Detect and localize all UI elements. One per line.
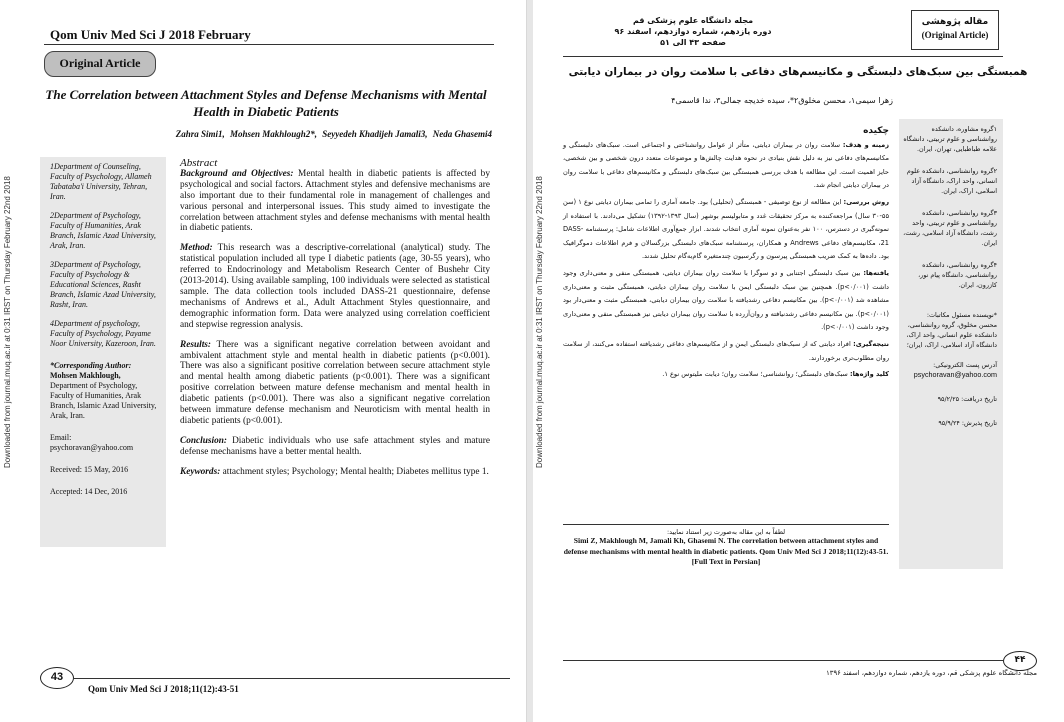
abstract-keywords-fa <box>563 368 889 382</box>
results-text: There was a significant negative correlation between avoidant and ambivalent attachment style and mental health in diabetic patients (p<0.001). There was also a significant positive correlation between secure attachment style and mental health among diabetic patients (p<0.001). There was a significant positive correlation between mature defense mechanism and mental health in diabetic patients (p<0.001). There was also a significant negative correlation between immature defense mechanism and Neuroticism with mental health in diabetic patients (p<0.001). <box>180 339 490 426</box>
results-text-fa: بین سبک دلبستگی اجتنابی و دو سوگرا با سلامت روان بیماران دیابتی، همبستگی منفی و معنی‌داری وجود داشت (p<۰/۰۰۱). همچنین بین سبک دلبستگی ایمن با سلامت روان بیماران دیابتی، همبستگی مثبت و معنی‌داری مشاهده شد (p<۰/۰۰۱). بین مکانیسم دفاعی رشدیافته با سلامت روان بیماران دیابتی، همبستگی مثبت و معنی‌دار بود (p<۰/۰۰۱). بین مکانیسم دفاعی رشدنیافته و روان‌آزرده با سلامت روان بیماران دیابتی نیز همبستگی منفی و معنی‌داری وجود داشت (p<۰/۰۰۱). <box>563 268 889 332</box>
abstract-heading-fa: چکیده <box>863 126 889 136</box>
affiliation-fa-2: ۲گروه روانشناسی، دانشکده علوم انسانی، واحد اراک، دانشگاه آزاد اسلامی، اراک، ایران. <box>906 167 997 195</box>
abstract-keywords <box>180 467 490 478</box>
conclusion-label-fa: نتیجه‌گیری: <box>853 339 889 348</box>
background-text: Mental health in diabetic patients is affected by psychological and social factors. Attachment styles and defensive mechanisms are also important due to their fundamental role in management of challenges and various personal and interpersonal issues. This study aimed to investigate the correlation between attachment styles and defense mechanisms with mental health in diabetic patients. <box>180 168 490 234</box>
article-title: The Correlation between Attachment Styles and Defense Mechanisms with Mental Health in Diabetic Patients <box>45 87 487 119</box>
citation-text: Simi Z, Makhlough M, Jamali Kh, Ghasemi N. The correlation between attachment styles and defense mechanisms with mental health in diabetic patients. Qom Univ Med Sci J 2018;11(12):43-51. [Full Text in Persian] <box>563 536 889 566</box>
method-text: This research was a descriptive-correlational (analytical) study. The statistical population included all type I diabetic patients (age, 30-55 years), who referred to Endocrinology and Metabolism Research Center of Bushehr City (2013-2014). Using available sampling, 100 individuals were selected as statistical sample. The data collection tools included DASS-21 questionnaire, defense mechanisms of Andrews et al., Adult Attachment Styles questionnaire, and demographic information form. Data were analyzed using correlation coefficient and stepwise regression analysis. <box>180 243 490 330</box>
results-label: Results: <box>180 339 211 350</box>
background-text-fa: سلامت روان در بیماران دیابتی، متأثر از عوامل روانشناختی و اجتماعی است. سبک‌های دلبستگی و مکانیسم‌های دفاعی نیز به دلیل نقش بنیادی در نحوه هدایت چالش‌ها و موضوعات متعدد درون شخصی و بین شخصی، حایز اهمیت است. این مطالعه با هدف بررسی همبستگی بین سبک‌های دلبستگی و مکانیسم‌های دفاعی با سلامت روان در بیماران دیابتی انجام شد. <box>563 140 889 190</box>
header-rule <box>44 44 494 45</box>
affiliation-1: 1Department of Counseling, Faculty of Psychology, Allameh Tabataba'i University, Tehran, Iran. <box>50 162 152 201</box>
email-address-fa: psychoravan@yahoo.com <box>913 370 997 379</box>
abstract-background-fa <box>563 139 889 193</box>
right-page <box>533 0 1064 722</box>
affiliations-panel-fa <box>899 119 1003 569</box>
article-title-fa: همبستگی بین سبک‌های دلبستگی و مکانیسم‌های دفاعی با سلامت روان در بیماران دیابتی <box>568 66 1028 78</box>
results-label-fa: یافته‌ها: <box>863 268 889 277</box>
affiliation-3: 3Department of Psychology, Faculty of Psychology & Educational Sciences, Rasht Branch, Islamic Azad University, Rasht, Iran. <box>50 260 156 309</box>
footer-rule <box>73 678 510 679</box>
abstract-results-fa <box>563 267 889 335</box>
accepted-date: Accepted: 14 Dec, 2016 <box>50 487 128 496</box>
author-4: Neda Ghasemi4 <box>432 129 492 139</box>
affiliation-fa-1: ۱گروه مشاوره، دانشکده روانشناسی و علوم تربیتی، دانشگاه علامه طباطبایی، تهران، ایران. <box>903 125 997 153</box>
background-label: Background and Objectives: <box>180 168 294 179</box>
affiliation-fa-4: ۴گروه روانشناسی، دانشکده روانشناسی، دانشگاه پیام نور، کازرون، ایران. <box>918 261 997 289</box>
author-3: Seyyedeh Khadijeh Jamali3, <box>322 129 428 139</box>
author-1: Zahra Simi1, <box>175 129 225 139</box>
page-number-fa: ۴۴ <box>1003 651 1037 671</box>
background-label-fa: زمینه و هدف: <box>842 140 889 149</box>
badge-fa-label: مقاله پژوهشی <box>921 17 989 27</box>
keywords-text: attachment styles; Psychology; Mental health; Diabetes mellitus type 1. <box>220 466 489 477</box>
citation-intro: لطفاً به این مقاله به‌صورت زیر استناد نمایید: <box>666 528 786 536</box>
abstract-method <box>180 243 490 330</box>
journal-pages-fa: صفحه ۴۳ الی ۵۱ <box>660 38 726 47</box>
corresponding-label: *Corresponding Author: <box>50 361 132 370</box>
author-list <box>40 129 492 139</box>
abstract-background <box>180 169 490 234</box>
corresponding-text-fa: محسن مخلوق، گروه روانشناسی، دانشکده علوم انسانی، واحد اراک، دانشگاه آزاد اسلامی، اراک، ایران؛ <box>906 321 997 349</box>
footer-citation: Qom Univ Med Sci J 2018;11(12):43-51 <box>88 684 239 694</box>
abstract-conclusion <box>180 436 490 458</box>
article-type-badge-fa <box>911 10 999 50</box>
page-number: 43 <box>40 667 74 689</box>
email-label-fa: آدرس پست الکترونیکی: <box>933 361 997 369</box>
footer-citation-fa: مجله دانشگاه علوم پزشکی قم، دوره یازدهم، شماره دوازدهم، اسفند ۱۳۹۶ <box>826 669 1037 677</box>
keywords-label: Keywords: <box>180 466 221 477</box>
download-note: Downloaded from journal.muq.ac.ir at 0:31 IRST on Thursday February 22nd 2018 <box>3 176 12 468</box>
email-label: Email: <box>50 433 72 442</box>
journal-header: Qom Univ Med Sci J 2018 February <box>50 27 251 42</box>
keywords-text-fa: سبک‌های دلبستگی؛ روانشناسی؛ سلامت روان؛ دیابت ملیتوس نوع ۱. <box>662 370 850 379</box>
corresponding-name: Mohsen Makhlough, <box>50 371 121 380</box>
badge-en-label: (Original Article) <box>921 30 989 40</box>
method-label: Method: <box>180 243 213 254</box>
article-type-badge: Original Article <box>44 51 156 77</box>
corresponding-label-fa: *نویسنده مسئول مکاتبات: <box>926 311 997 319</box>
footer-rule-fa <box>563 660 1003 661</box>
conclusion-text-fa: افراد دیابتی که از سبک‌های دلبستگی ایمن و از مکانیسم‌های دفاعی رشدیافته استفاده می‌کنند، از سلامت روان مطلوب‌تری برخوردارند. <box>563 339 889 362</box>
author-list-fa: زهرا سیمی۱، محسن مخلوق۲*، سیده خدیجه جمالی۳، ندا قاسمی۴ <box>671 96 893 105</box>
conclusion-text: Diabetic individuals who use safe attachment styles and mature defense mechanisms have a better mental health. <box>180 435 490 457</box>
abstract-method-fa <box>563 196 889 264</box>
method-label-fa: روش بررسی: <box>843 197 889 206</box>
email-address: psychoravan@yahoo.com <box>50 443 134 452</box>
accepted-date-fa: تاریخ پذیرش: ۹۵/۹/۲۴ <box>938 419 997 427</box>
conclusion-label: Conclusion: <box>180 435 228 446</box>
header-rule-fa <box>563 56 1003 57</box>
journal-issue-fa: دوره یازدهم، شماره دوازدهم، اسفند ۹۶ <box>614 27 772 36</box>
journal-name-fa: مجله دانشگاه علوم پزشکی قم <box>632 16 754 25</box>
affiliation-fa-3: ۳گروه روانشناسی، دانشکده روانشناسی و علوم تربیتی، واحد رشت، دانشگاه آزاد اسلامی، رشت، ایران. <box>903 209 997 247</box>
download-watermark-left <box>0 0 18 722</box>
left-page <box>0 0 527 722</box>
citation-block <box>563 524 889 568</box>
abstract-fa <box>563 125 889 385</box>
affiliation-4: 4Department of psychology, Faculty of Psychology, Payame Noor University, Kazeroon, Iran. <box>50 319 156 348</box>
received-date-fa: تاریخ دریافت: ۹۵/۲/۲۵ <box>937 395 997 403</box>
download-note-right: Downloaded from journal.muq.ac.ir at 0:31 IRST on Thursday February 22nd 2018 <box>535 176 544 468</box>
received-date: Received: 15 May, 2016 <box>50 465 129 474</box>
corresponding-address: Department of Psychology, Faculty of Humanities, Arak Branch, Islamic Azad University, Arak, Iran. <box>50 381 157 420</box>
abstract-en <box>180 158 490 487</box>
abstract-heading: Abstract <box>180 157 218 169</box>
keywords-label-fa: کلید واژه‌ها: <box>849 370 889 379</box>
affiliation-2: 2Department of Psychology, Faculty of Humanities, Arak Branch, Islamic Azad University, Arak, Iran. <box>50 211 156 250</box>
abstract-results <box>180 340 490 427</box>
abstract-conclusion-fa <box>563 338 889 365</box>
method-text-fa: این مطالعه از نوع توصیفی - همبستگی (تحلیلی) بود. جامعه آماری را تمامی بیماران دیابتی نوع ۱ (سن ۵۵-۳۰ سال) مراجعه‌کننده به مرکز تحقیقات غدد و متابولیسم بوشهر (سال ۱۳۹۳-۱۳۹۲) تشکیل می‌دادند. با استفاده از نمونه‌گیری در دسترس، ۱۰۰ نفر به‌عنوان نمونه آماری انتخاب شدند. ابزار جمع‌آوری اطلاعات شامل: پرسشنامه DASS-21، مکانیسم‌های دفاعی Andrews و همکاران، پرسشنامه سبک‌های دلبستگی بزرگسالان و فرم اطلاعات دموگرافیک بود. داده‌ها به کمک ضریب همبستگی پیرسون و رگرسیون چندمتغیره گام‌به‌گام تحلیل شدند. <box>563 197 889 261</box>
journal-header-fa <box>613 15 773 48</box>
page-footer <box>40 667 510 694</box>
author-2: Mohsen Makhlough2*, <box>229 129 317 139</box>
affiliations-panel <box>40 157 166 547</box>
download-watermark-right <box>533 0 551 722</box>
page-footer-fa <box>563 651 1037 691</box>
